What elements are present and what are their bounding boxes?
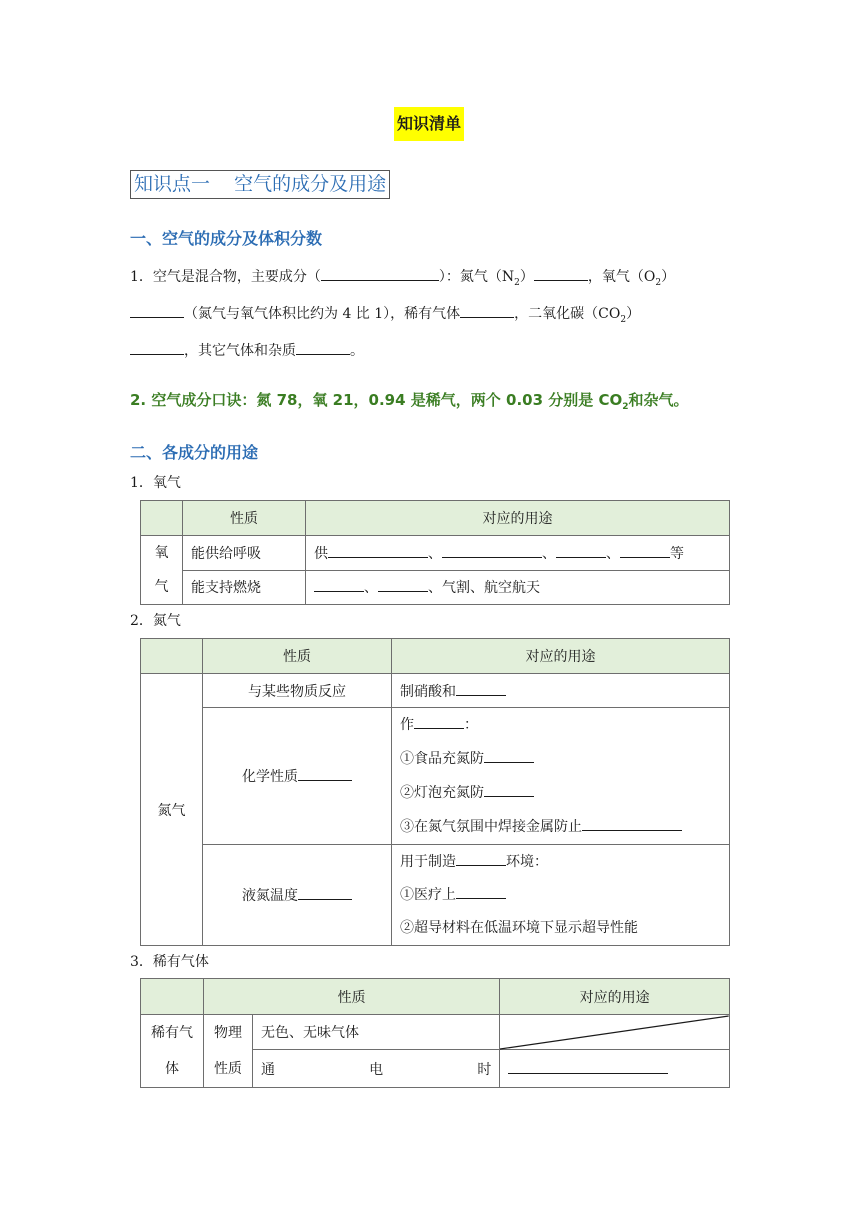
- header-empty: [141, 501, 183, 536]
- text: ②灯泡充氮防: [400, 785, 484, 801]
- use-line: [400, 708, 729, 742]
- blank: [484, 782, 534, 797]
- text: 、: [542, 545, 556, 562]
- blank: [460, 303, 514, 318]
- row-head-nitrogen: 氮气: [141, 674, 203, 946]
- row-head-oxygen: [141, 536, 183, 605]
- text: 作: [400, 717, 414, 733]
- mnemonic: [130, 389, 689, 412]
- nitrogen-table: [140, 638, 730, 946]
- blank: [582, 816, 682, 831]
- header-use: 对应的用途: [306, 501, 730, 536]
- page-title: 知识清单: [394, 107, 464, 141]
- noble-gas-label: 3．稀有气体: [130, 954, 209, 970]
- text: 2. 空气成分口诀：氮 78，氧 21，0.94 是稀气，两个 0.03 分别是 CO: [130, 391, 623, 409]
- subscript: 2: [514, 277, 520, 288]
- header-property: 性质: [183, 501, 306, 536]
- text: 体: [165, 1061, 179, 1077]
- text: ）: [626, 306, 641, 322]
- header-empty: [141, 979, 204, 1015]
- blank: [620, 543, 670, 558]
- use-line: [400, 879, 729, 912]
- subscript: 2: [655, 277, 662, 288]
- blank: [378, 577, 428, 592]
- use-line: ②超导材料在低温环境下显示超导性能: [400, 919, 638, 936]
- text: 用于制造: [400, 853, 456, 870]
- text: 、: [606, 545, 620, 562]
- blank: [321, 266, 439, 281]
- header-empty: [141, 639, 203, 674]
- subscript: 2: [620, 314, 627, 325]
- blank: [314, 577, 364, 592]
- knowledge-point-heading: 知识点一 空气的成分及用途: [130, 170, 390, 199]
- diagonal-line: [500, 1015, 729, 1050]
- oxygen-table: [140, 500, 730, 605]
- text: 物理: [214, 1025, 242, 1041]
- text: 供: [314, 545, 328, 562]
- use-cell: [392, 845, 730, 946]
- text: 和杂气。: [628, 391, 689, 409]
- blank: [130, 303, 184, 318]
- paragraph-line-1: [130, 266, 675, 292]
- blank: [442, 543, 542, 558]
- use-cell: [306, 570, 730, 605]
- text: 液氮温度: [242, 888, 298, 904]
- text: 制硝酸和: [400, 683, 456, 700]
- text: 化学性质: [242, 769, 298, 785]
- use-cell: [306, 536, 730, 571]
- text: 。: [350, 343, 364, 359]
- use-cell: [392, 708, 730, 845]
- text: 、气割、航空航天: [428, 580, 540, 597]
- text: 环境：: [506, 853, 548, 870]
- text: 时: [477, 1061, 492, 1078]
- text: 稀有气: [151, 1025, 193, 1041]
- text: ）：氮气（N: [438, 269, 515, 285]
- blank: [484, 748, 534, 763]
- blank: [456, 884, 506, 899]
- use-line: [400, 776, 729, 810]
- blank: [414, 714, 464, 729]
- text: ）: [519, 269, 534, 285]
- property-cell: 与某些物质反应: [203, 674, 392, 708]
- header-use: 对应的用途: [500, 979, 730, 1015]
- subscript: 2: [622, 402, 629, 412]
- property-cell: [203, 845, 392, 946]
- text: ，二氧化碳（CO: [514, 306, 621, 322]
- blank: [296, 340, 350, 355]
- use-line: [400, 846, 729, 879]
- text: 1．空气是混合物，主要成分（: [130, 269, 321, 285]
- diagonal-cell: [500, 1015, 730, 1050]
- text: ③在氮气氛围中焊接金属防止: [400, 819, 582, 835]
- text: ）: [661, 269, 676, 285]
- property-cell: 无色、无味气体: [253, 1015, 500, 1050]
- blank: [456, 851, 506, 866]
- blank: [298, 885, 352, 900]
- section-heading-uses: 二、各成分的用途: [130, 443, 259, 462]
- text: ①医疗上: [400, 886, 456, 903]
- text: 性质: [214, 1061, 242, 1077]
- paragraph-line-2: [130, 303, 640, 329]
- text: ，氧气（O: [587, 269, 656, 285]
- noble-gas-table: [140, 978, 730, 1088]
- text: ①食品充氮防: [400, 751, 484, 767]
- header-use: 对应的用途: [392, 639, 730, 674]
- blank: [508, 1059, 668, 1074]
- text: 氧: [154, 545, 169, 561]
- property-cell: [253, 1050, 500, 1088]
- sub-head-physical: [204, 1015, 253, 1088]
- header-property: 性质: [204, 979, 500, 1015]
- text: 、: [428, 545, 442, 562]
- oxygen-label: 1．氧气: [130, 475, 181, 491]
- property-cell: 能供给呼吸: [183, 536, 306, 571]
- use-line: [400, 810, 729, 844]
- blank: [534, 266, 588, 281]
- use-line: [400, 742, 729, 776]
- blank: [298, 766, 352, 781]
- text: 电: [369, 1061, 384, 1078]
- property-cell: [203, 708, 392, 845]
- header-property: 性质: [203, 639, 392, 674]
- blank: [556, 543, 606, 558]
- text: ，其它气体和杂质: [184, 343, 296, 359]
- property-cell: 能支持燃烧: [183, 570, 306, 605]
- text: 通: [261, 1061, 275, 1078]
- paragraph-line-3: [130, 340, 364, 360]
- section-heading-composition: 一、空气的成分及体积分数: [130, 229, 323, 248]
- blank: [130, 340, 184, 355]
- blank: [328, 543, 428, 558]
- nitrogen-label: 2．氮气: [130, 613, 181, 629]
- text: （氮气与氧气体积比约为 4 比 1），稀有气体: [184, 306, 461, 322]
- use-cell: [500, 1050, 730, 1088]
- text: 等: [670, 545, 684, 562]
- row-head-noble-gas: [141, 1015, 204, 1088]
- text: 、: [364, 580, 378, 597]
- text: 气: [154, 579, 169, 595]
- blank: [456, 681, 506, 696]
- use-cell: [392, 674, 730, 708]
- text: ：: [464, 717, 478, 733]
